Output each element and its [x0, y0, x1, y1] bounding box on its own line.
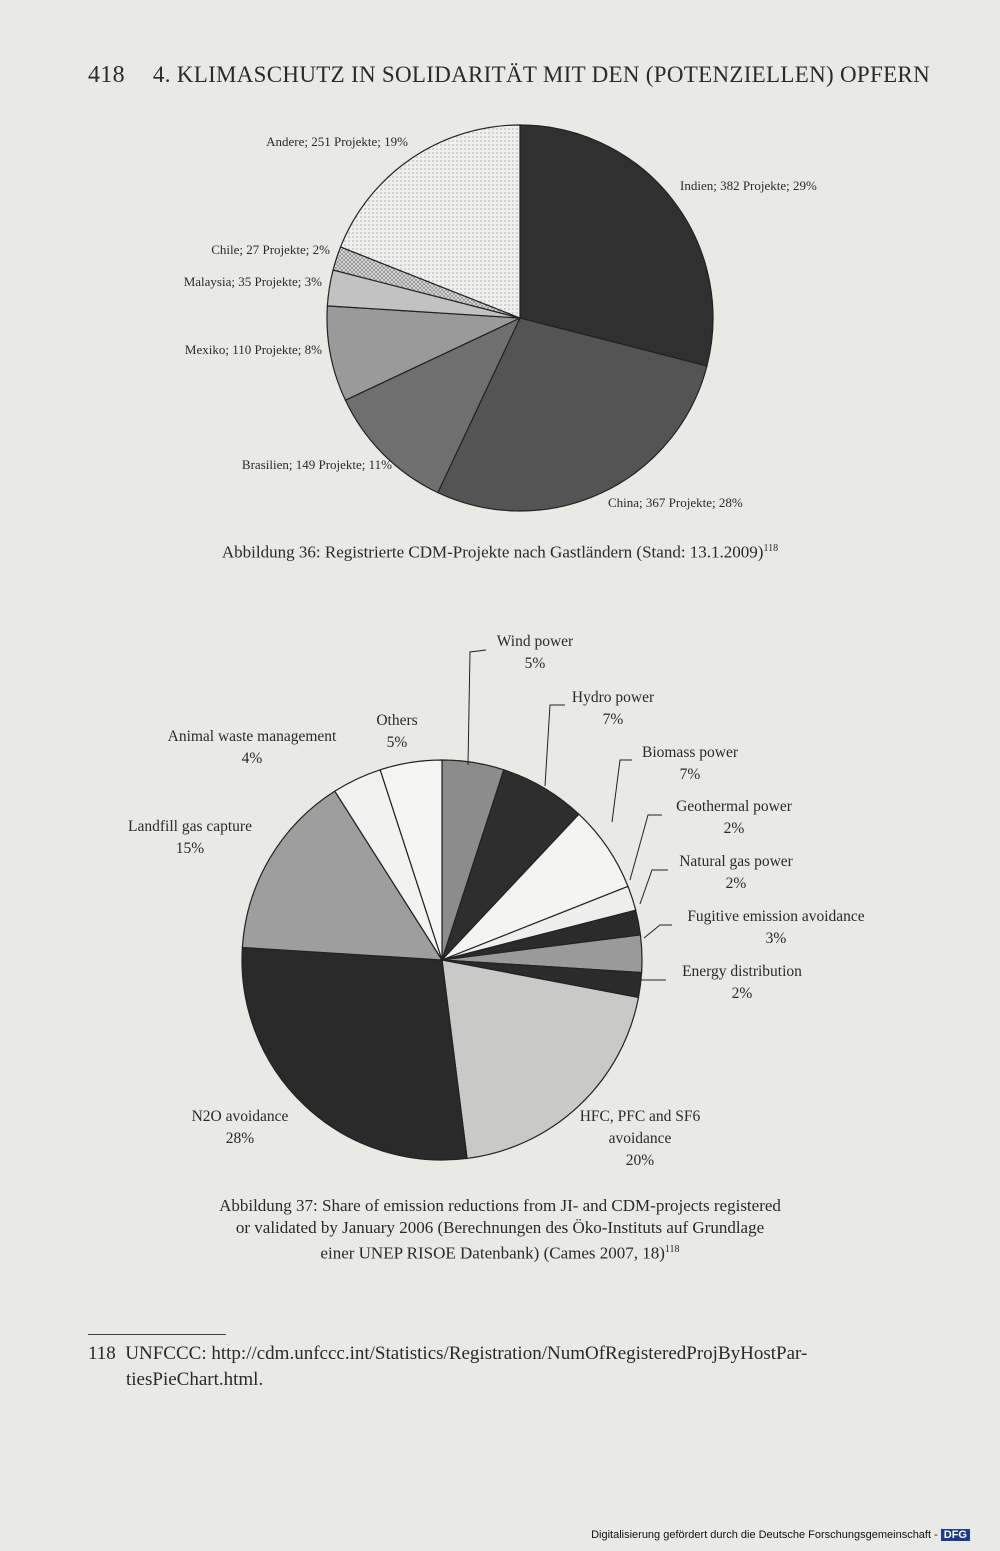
- pie37-label-geothermal-power: Geothermal power 2%: [676, 798, 792, 837]
- footnote-line-1: UNFCCC: http://cdm.unfccc.int/Statistics/Registration/NumOfRegisteredProjByHostPar-: [125, 1343, 808, 1364]
- footnote-line-2: tiesPieChart.html.: [126, 1369, 264, 1390]
- figure-37-caption-line-1: Abbildung 37: Share of emission reductions from JI- and CDM-projects registered: [219, 1196, 781, 1215]
- pie37-leader-biomass-power: [612, 760, 632, 822]
- pie36-label-2: China; 367 Projekte; 28%: [608, 495, 743, 510]
- figure-37-caption-ref: 118: [664, 1244, 680, 1255]
- running-title: 4. KLIMASCHUTZ IN SOLIDARITÄT MIT DEN (POTENZIELLEN) OPFERN: [152, 62, 930, 87]
- footnote-number: 118: [88, 1343, 116, 1364]
- pie-chart-emission-reductions: [0, 600, 1000, 1180]
- pie37-leader-natural-gas-power: [640, 870, 668, 904]
- pie37-slice-n2o-avoidance: [242, 947, 467, 1160]
- pie37-label-hydro-power: Hydro power 7%: [571, 689, 655, 728]
- pie-chart-cdm-host-countries: [0, 0, 1000, 540]
- page-number: 418: [88, 62, 125, 88]
- footnote: [88, 1341, 918, 1393]
- pie36-label-4: Mexiko; 110 Projekte; 8%: [184, 342, 322, 357]
- dfg-logo: DFG: [941, 1529, 970, 1541]
- pie37-label-animal-waste-management: Animal waste management 4%: [167, 728, 337, 767]
- figure-36-caption: [120, 538, 880, 564]
- footnote-divider: [88, 1334, 226, 1335]
- pie37-label-hfc-pfc-and-sf6-avoidance: HFC, PFC and SF6 avoidance 20%: [579, 1108, 701, 1169]
- pie37-label-fugitive-emission-avoidance: Fugitive emission avoidance 3%: [687, 908, 865, 947]
- pie37-label-biomass-power: Biomass power 7%: [641, 744, 739, 783]
- pie36-label-1: Indien; 382 Projekte; 29%: [680, 178, 817, 193]
- figure-37-caption-line-3: einer UNEP RISOE Datenbank) (Cames 2007, 18)$^{118}$: [320, 1243, 680, 1263]
- figure-36-caption-text: Abbildung 36: Registrierte CDM-Projekte nach Gastländern (Stand: 13.1.2009): [221, 542, 764, 562]
- pie37-leader-wind-power: [468, 650, 486, 765]
- digitization-text: Digitalisierung gefördert durch die Deutsche Forschungsgemeinschaft -: [591, 1529, 938, 1541]
- digitization-note: [591, 1529, 970, 1541]
- figure-37-caption: [120, 1195, 880, 1265]
- pie36-label-7: Andere; 251 Projekte; 19%: [266, 134, 408, 149]
- figure-36-caption-ref: 118: [763, 543, 779, 554]
- pie37-label-wind-power: Wind power 5%: [496, 633, 574, 672]
- pie37-leader-hydro-power: [545, 705, 565, 786]
- pie37-label-energy-distribution: Energy distribution 2%: [682, 963, 802, 1002]
- pie36-label-6: Chile; 27 Projekte; 2%: [211, 242, 330, 257]
- pie37-label-landfill-gas-capture: Landfill gas capture 15%: [128, 818, 252, 857]
- pie37-label-n2o-avoidance: N2O avoidance 28%: [191, 1108, 289, 1147]
- figure-37-caption-line-2: or validated by January 2006 (Berechnungen des Öko-Instituts auf Grundlage: [235, 1218, 765, 1237]
- pie37-label-others: Others 5%: [376, 712, 418, 751]
- pie36-label-5: Malaysia; 35 Projekte; 3%: [183, 274, 322, 289]
- pie37-label-natural-gas-power: Natural gas power 2%: [679, 853, 793, 892]
- pie37-leader-fugitive-emission-avoidance: [644, 925, 672, 938]
- pie36-label-3: Brasilien; 149 Projekte; 11%: [241, 457, 392, 472]
